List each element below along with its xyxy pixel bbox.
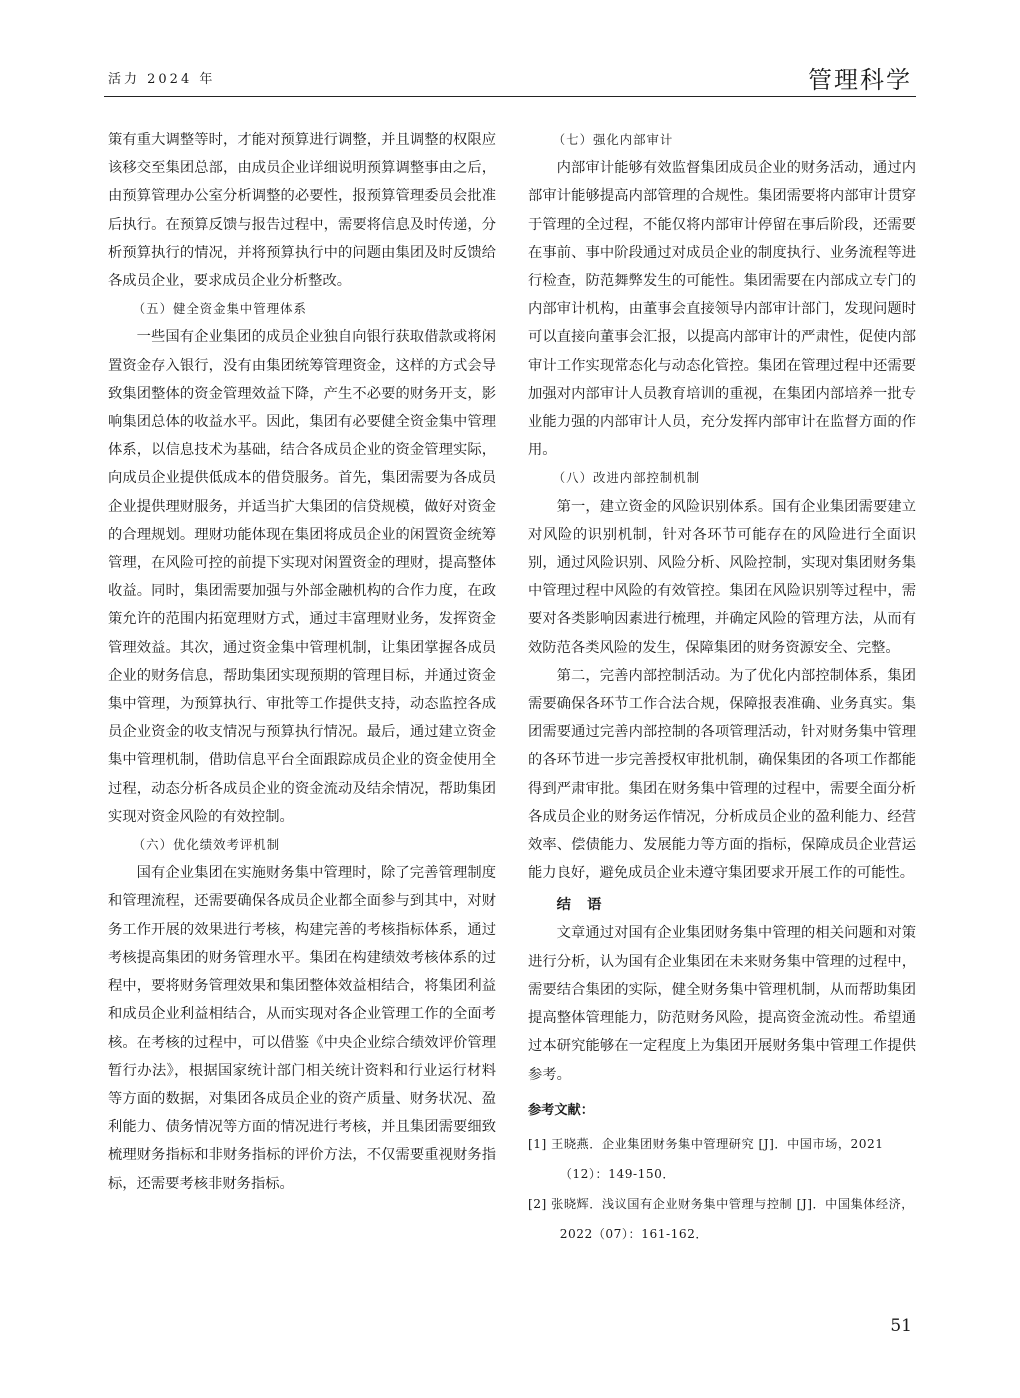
subsection-heading: （五）健全资金集中管理体系 — [132, 301, 307, 317]
paragraph: 第一，建立资金的风险识别体系。国有企业集团需要建立对风险的识别机制，针对各环节可能存在的风险进行全面识别，通过风险识别、风险分析、风险控制，实现对集团财务集中管理过程中风险的有效管控。集团在风险识别等过程中，需要对各类影响因素进行梳理，并确定风险的管理方法，从而有效防范各类风险的发生，保障集团的财务资源安全、完整。 — [528, 498, 916, 656]
paragraph: 一些国有企业集团的成员企业独自向银行获取借款或将闲置资金存入银行，没有由集团统筹管理资金，这样的方式会导致集团整体的资金管理效益下降，产生不必要的财务开支，影响集团总体的收益水平。因此，集团有必要健全资金集中管理体系，以信息技术为基础，结合各成员企业的资金管理实际，向成员企业提供低成本的借贷服务。首先，集团需要为各成员企业提供理财服务，并适当扩大集团的信贷规模，做好对资金的合理规划。理财功能体现在集团将成员企业的闲置资金统筹管理，在风险可控的前提下实现对闲置资金的理财，提高整体收益。同时，集团需要加强与外部金融机构的合作力度，在政策允许的范围内拓宽理财方式，通过丰富理财业务，发挥资金管理效益。其次，通过资金集中管理机制，让集团掌握各成员企业的财务信息，帮助集团实现预期的管理目标，并通过资金集中管理，为预算执行、审批等工作提供支持，动态监控各成员企业资金的收支情况与预算执行情况。最后，通过建立资金集中管理机制，借助信息平台全面跟踪成员企业的资金使用全过程，动态分析各成员企业的资金流动及结余情况，帮助集团实现对资金风险的有效控制。 — [108, 329, 496, 825]
paragraph: 第二，完善内部控制活动。为了优化内部控制体系，集团需要确保各环节工作合法合规，保障报表准确、业务真实。集团需要通过完善内部控制的各项管理活动，针对财务集中管理的各环节进一步完善授权审批机制，确保集团的各项工作都能得到严肃审批。集团在财务集中管理的过程中，需要全面分析各成员企业的财务运作情况，分析成员企业的盈利能力、经营效率、偿债能力、发展能力等方面的指标，保障成员企业营运能力良好，避免成员企业未遵守集团要求开展工作的可能性。 — [528, 667, 916, 882]
subsection-heading: （七）强化内部审计 — [552, 132, 674, 147]
conclusion-heading: 结 语 — [556, 897, 603, 914]
reference-item: [2] 张晓辉．浅议国有企业财务集中管理与控制 [J]．中国集体经济，2022（07）：161-162． — [528, 1196, 914, 1241]
paragraph: 文章通过对国有企业集团财务集中管理的相关问题和对策进行分析，认为国有企业集团在未来财务集中管理的过程中，需要结合集团的实际，健全财务集中管理机制，从而帮助集团提高整体管理能力，防范财务风险，提高资金流动性。希望通过本研究能够在一定程度上为集团开展财务集中管理工作提供参考。 — [528, 925, 916, 1083]
section-name: 管理科学 — [808, 66, 912, 94]
header-divider — [104, 96, 916, 97]
subsection-heading: （八）改进内部控制机制 — [552, 470, 701, 486]
paragraph: 内部审计能够有效监督集团成员企业的财务活动，通过内部审计能够提高内部管理的合规性。集团需要将内部审计贯穿于管理的全过程，不能仅将内部审计停留在事后阶段，还需要在事前、事中阶段通过对成员企业的制度执行、业务流程等进行检查，防范舞弊发生的可能性。集团需要在内部成立专门的内部审计机构，由董事会直接领导内部审计部门，发现问题时可以直接向董事会汇报，以提高内部审计的严肃性，促使内部审计工作实现常态化与动态化管控。集团在管理过程中还需要加强对内部审计人员教育培训的重视，在集团内部培养一批专业能力强的内部审计人员，充分发挥内部审计在监督方面的作用。 — [528, 160, 916, 459]
journal-issue-label: 活力 2024 年 — [108, 72, 216, 87]
references-heading: 参考文献： — [528, 1102, 594, 1118]
paragraph: 策有重大调整等时，才能对预算进行调整，并且调整的权限应该移交至集团总部，由成员企业详细说明预算调整事由之后，由预算管理办公室分析调整的必要性，报预算管理委员会批准后执行。在预算反馈与报告过程中，需要将信息及时传递，分析预算执行的情况，并将预算执行中的问题由集团及时反馈给各成员企业，要求成员企业分析整改。 — [108, 132, 496, 290]
reference-item: [1] 王晓燕．企业集团财务集中管理研究 [J]．中国市场，2021（12）：149-150． — [528, 1136, 884, 1181]
left-column — [108, 126, 496, 1198]
paragraph: 国有企业集团在实施财务集中管理时，除了完善管理制度和管理流程，还需要确保各成员企业都全面参与到其中，对财务工作开展的效果进行考核，构建完善的考核指标体系，通过考核提高集团的财务管理水平。集团在构建绩效考核体系的过程中，要将财务管理效果和集团整体效益相结合，将集团利益和成员企业利益相结合，从而实现对各企业管理工作的全面考核。在考核的过程中，可以借鉴《中央企业综合绩效评价管理暂行办法》，根据国家统计部门相关统计资料和行业运行材料等方面的数据，对集团各成员企业的资产质量、财务状况、盈利能力、债务情况等方面的情况进行考核，并且集团需要细致梳理财务指标和非财务指标的评价方法，不仅需要重视财务指标，还需要考核非财务指标。 — [108, 865, 496, 1192]
subsection-heading: （六）优化绩效考评机制 — [132, 837, 281, 853]
page-number: 51 — [890, 1316, 912, 1336]
right-column — [528, 126, 916, 1249]
